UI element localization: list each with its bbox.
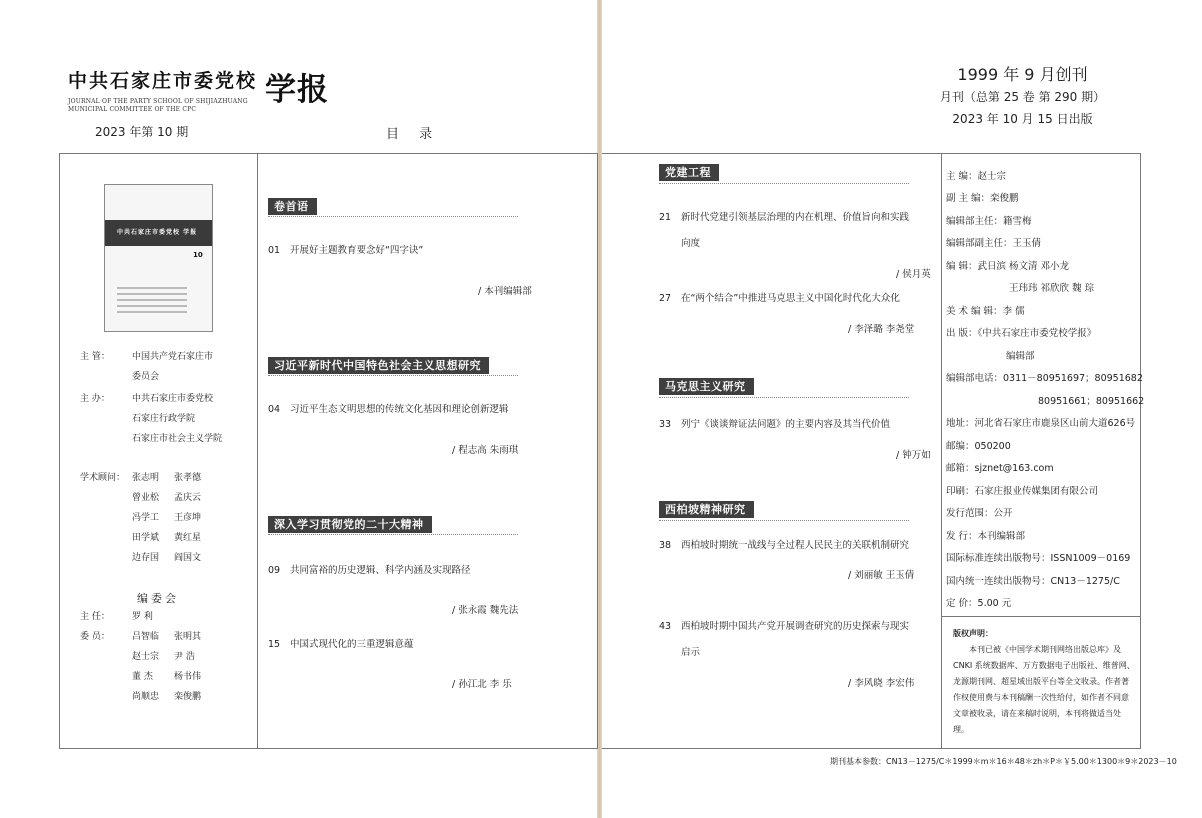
- supervisor-sponsor-block: 主 管： 中国共产党石家庄市 委员会 主 办： 中共石家庄市委党校 石家庄行政学院 石家庄市社会主义学院: [80, 352, 223, 444]
- copyright-divider: [941, 616, 1141, 617]
- toc-entry-authors: / 本刊编辑部: [478, 286, 532, 297]
- editorial-board-title: 编委会: [137, 592, 179, 605]
- address: 地址：河北省石家庄市鹿泉区山前大道626号: [946, 418, 1136, 429]
- section-header-preface: 卷首语: [268, 198, 317, 215]
- toc-entry-authors: / 李风晓 李宏伟: [848, 678, 915, 689]
- toc-entry-authors: / 钟万如: [896, 450, 931, 461]
- publisher-continued: 编辑部: [1006, 351, 1035, 362]
- postcode: 邮编：050200: [946, 441, 1011, 452]
- issue-number: 2023 年第 10 期: [95, 125, 189, 139]
- toc-entry-continued: 向度: [681, 238, 701, 249]
- copyright-notice: [953, 626, 1136, 738]
- issuer: 发 行：本刊编辑部: [946, 531, 1026, 542]
- editor-in-chief: 主 编：赵士宗: [946, 171, 1007, 182]
- issn: 国际标准连续出版物号：ISSN1009－0169: [946, 553, 1131, 564]
- art-editor: 美 术 编 辑：李 儒: [946, 306, 1025, 317]
- section-header-marxism: 马克思主义研究: [659, 378, 754, 395]
- cover-text-lines: [117, 287, 187, 317]
- office-deputy-director: 编辑部副主任：王玉倩: [946, 238, 1042, 249]
- section-header-party-building: 党建工程: [659, 164, 719, 181]
- toc-entry[interactable]: 27 在“两个结合”中推进马克思主义中国化时代化大众化: [659, 293, 900, 304]
- email: 邮箱：sjznet@163.com: [946, 463, 1054, 474]
- copyright-title: 版权声明：: [953, 629, 993, 638]
- founded-date: 1999 年 9 月创刊: [957, 65, 1088, 84]
- toc-entry-authors: / 孙江北 李 乐: [452, 679, 512, 690]
- toc-entry[interactable]: 04 习近平生态文明思想的传统文化基因和理论创新逻辑: [268, 404, 509, 415]
- journal-title-en: JOURNAL OF THE PARTY SCHOOL OF SHIJIAZHUANG MUNICIPAL COMMITTEE OF THE CPC: [68, 98, 248, 113]
- toc-entry-authors: / 程志高 朱雨琪: [452, 445, 519, 456]
- column-divider-right: [941, 153, 942, 749]
- editors-continued: 王玮玮 祁欣欣 魏 琮: [1009, 283, 1095, 294]
- cover-issue-number: 10: [193, 251, 203, 259]
- printer: 印刷：石家庄报业传媒集团有限公司: [946, 486, 1099, 497]
- office-phone: 编辑部电话：0311－80951697；80951682: [946, 373, 1143, 384]
- toc-heading: 目 录: [386, 127, 441, 142]
- toc-entry-continued: 启示: [681, 647, 701, 658]
- toc-entry-authors: / 刘丽敏 王玉倩: [848, 570, 915, 581]
- editors: 编 辑：武日滨 杨文清 邓小龙: [946, 261, 1070, 272]
- toc-entry[interactable]: 15 中国式现代化的三重逻辑意蕴: [268, 639, 414, 650]
- office-director: 编辑部主任：籍雪梅: [946, 216, 1032, 227]
- journal-title-big: 学报: [265, 72, 329, 108]
- section-header-xibaipo: 西柏坡精神研究: [659, 501, 754, 518]
- column-divider-left: [257, 153, 258, 749]
- toc-entry-authors: / 李泽璐 李尧堂: [848, 324, 915, 335]
- section-header-twentieth-congress: 深入学习贯彻党的二十大精神: [268, 516, 432, 533]
- publisher: 出 版：《中共石家庄市委党校学报》: [946, 328, 1097, 339]
- toc-entry[interactable]: 38 西柏坡时期统一战线与全过程人民民主的关联机制研究: [659, 540, 910, 551]
- advisors-block: 学术顾问： 张志明 张孝德 曾业松 孟庆云 冯学工 王彦坤 田学斌 黄红星 边存国 阎国文: [80, 473, 202, 563]
- volume-info: 月刊（总第 25 卷 第 290 期）: [939, 90, 1106, 104]
- distribution-scope: 发行范围：公开: [946, 508, 1013, 519]
- cover-title: 中共石家庄市委党校 学报: [117, 229, 198, 236]
- cn-number: 国内统一连续出版物号：CN13－1275/C: [946, 576, 1120, 587]
- cover-thumbnail: [104, 184, 213, 332]
- publication-info: [925, 64, 1120, 130]
- editorial-board-block: 主 任： 罗 利 委 员： 吕智临 张明其 赵士宗 尹 浩 董 杰 杨书伟 尚顺忠 栾俊鹏: [80, 612, 202, 702]
- copyright-text: 本刊已被《中国学术期刊网络出版总库》及 CNKI 系统数据库、万方数据电子出版社、维普网、龙源期刊网、超星域出版平台等全文收录。作者著作权使用费与本刊稿酬一次性给付，如作者不同意文章被收录，请在来稿时说明，本刊将做适当处理。: [953, 645, 1135, 734]
- toc-entry[interactable]: 43 西柏坡时期中国共产党开展调查研究的历史探索与现实: [659, 621, 910, 632]
- section-header-xi-thought: 习近平新时代中国特色社会主义思想研究: [268, 357, 489, 374]
- office-phone-continued: 80951661；80951662: [1038, 396, 1145, 407]
- toc-entry[interactable]: 09 共同富裕的历史逻辑、科学内涵及实现路径: [268, 565, 471, 576]
- toc-entry[interactable]: 01 开展好主题教育要念好“四字诀”: [268, 245, 424, 256]
- toc-entry-authors: / 张永霞 魏先法: [452, 605, 519, 616]
- journal-title-cn: 中共石家庄市委党校: [68, 70, 258, 92]
- publish-date: 2023 年 10 月 15 日出版: [952, 112, 1093, 126]
- toc-entry[interactable]: 21 新时代党建引领基层治理的内在机理、价值旨向和实践: [659, 212, 910, 223]
- deputy-editor: 副 主 编：栾俊鹏: [946, 193, 1019, 204]
- price: 定 价：5.00 元: [946, 598, 1012, 609]
- toc-entry-authors: / 侯月英: [896, 269, 931, 280]
- toc-entry[interactable]: 33 列宁《谈谈辩证法问题》的主要内容及其当代价值: [659, 419, 891, 430]
- journal-parameters: 期刊基本参数：CN13－1275/C＊1999＊m＊16＊48＊zh＊P＊￥5.00＊1300＊9＊2023－10: [830, 757, 1177, 766]
